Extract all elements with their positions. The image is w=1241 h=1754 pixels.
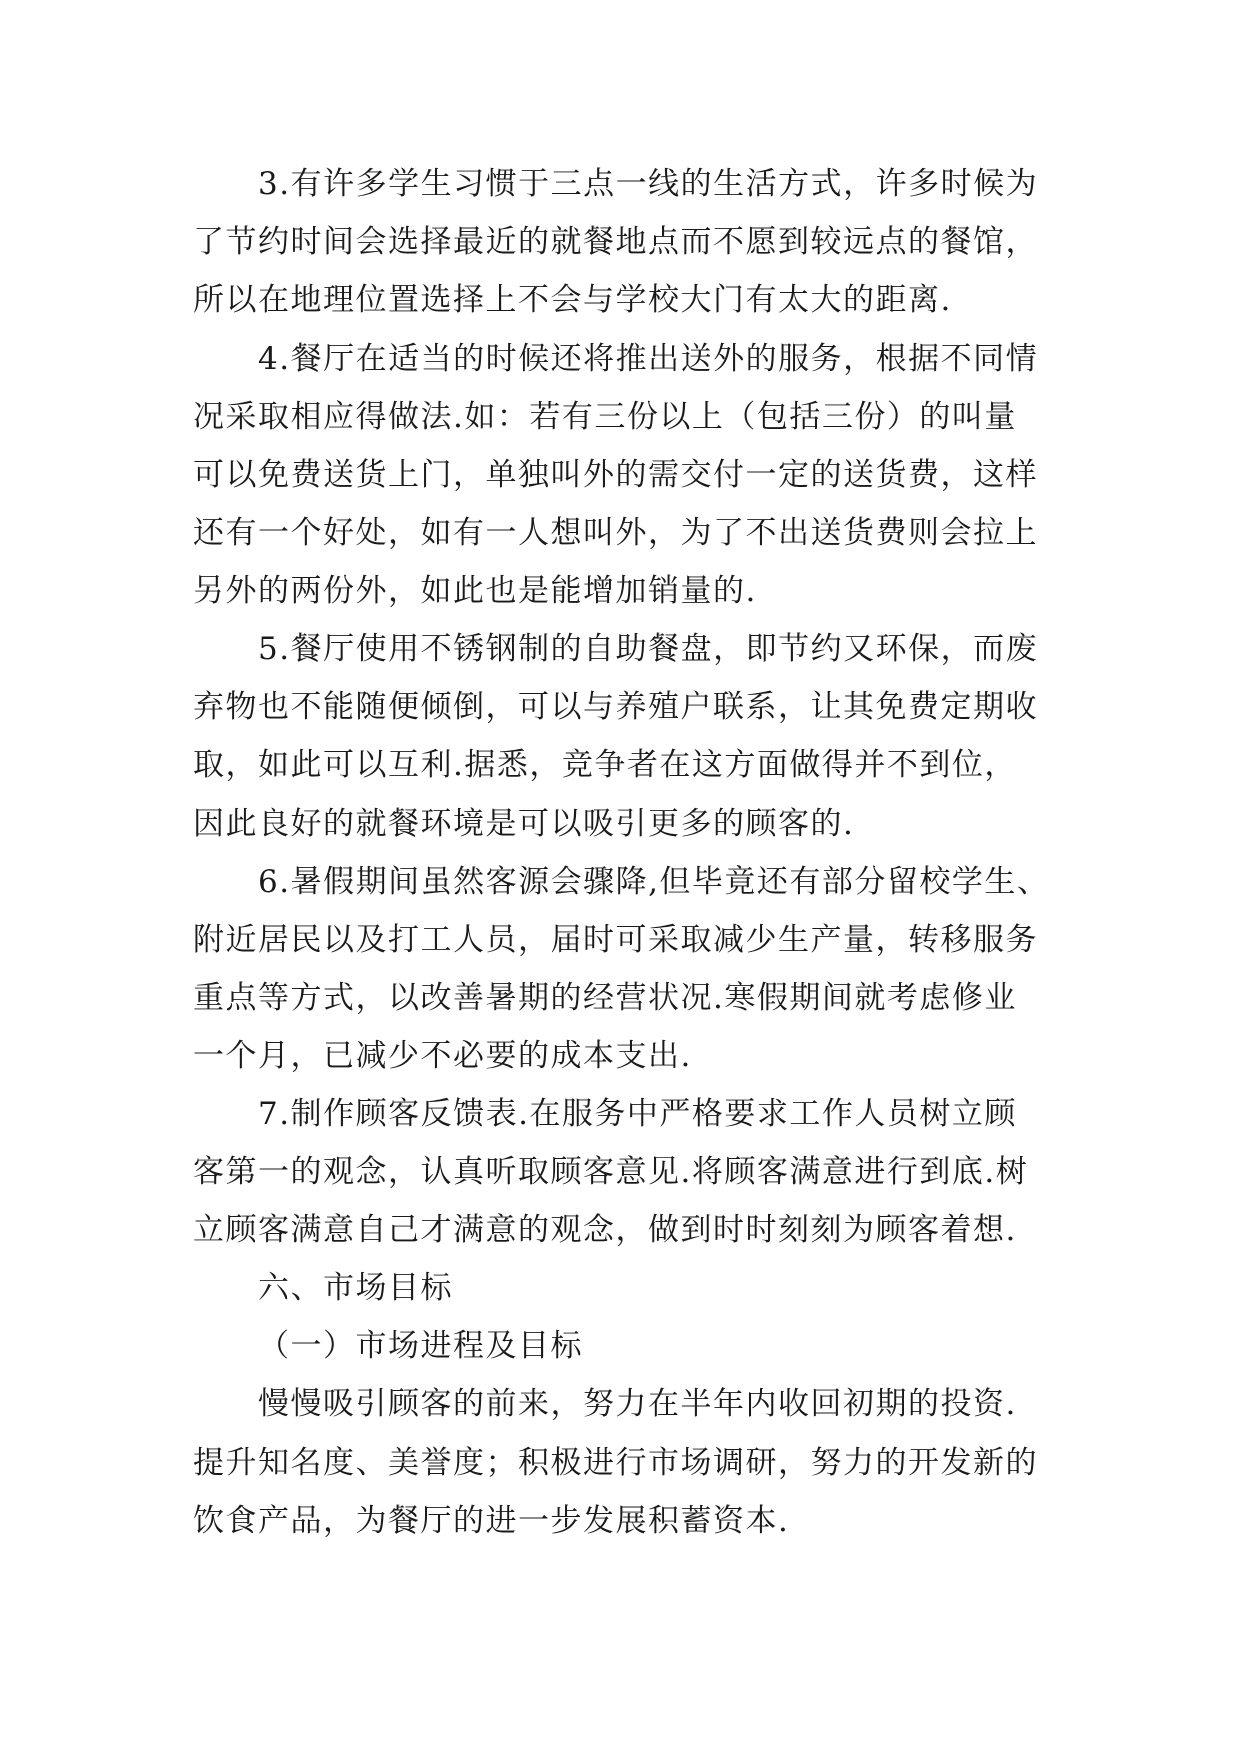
paragraph-6-line-4: 一个月，已减少不必要的成本支出. [193,1038,692,1074]
paragraph-7-line-3: 立顾客满意自己才满意的观念，做到时时刻刻为顾客着想. [193,1212,1017,1248]
paragraph-7-line-1: 7.制作顾客反馈表.在服务中严格要求工作人员树立顾 [258,1096,1017,1132]
paragraph-3-line-2: 了节约时间会选择最近的就餐地点而不愿到较远点的餐馆， [193,224,1038,260]
paragraph-6-line-1: 6.暑假期间虽然客源会骤降,但毕竟还有部分留校学生、 [258,864,1050,900]
goal-paragraph-line-1: 慢慢吸引顾客的前来，努力在半年内收回初期的投资. [258,1386,1017,1422]
paragraph-5-line-2: 弃物也不能随便倾倒，可以与养殖户联系，让其免费定期收 [193,689,1038,725]
paragraph-4-line-3: 可以免费送货上门，单独叫外的需交付一定的送货费，这样 [193,457,1038,493]
subsection-heading: （一）市场进程及目标 [258,1328,583,1364]
goal-paragraph-line-2: 提升知名度、美誉度；积极进行市场调研，努力的开发新的 [193,1445,1038,1481]
paragraph-4-line-5: 另外的两份外，如此也是能增加销量的. [193,573,757,609]
paragraph-6-line-3: 重点等方式，以改善暑期的经营状况.寒假期间就考虑修业 [193,980,1017,1016]
goal-paragraph-line-3: 饮食产品，为餐厅的进一步发展积蓄资本. [193,1503,790,1539]
paragraph-7-line-2: 客第一的观念，认真听取顾客意见.将顾客满意进行到底.树 [193,1154,1029,1190]
paragraph-4-line-2: 况采取相应得做法.如：若有三份以上（包括三份）的叫量 [193,399,1017,435]
section-heading: 六、市场目标 [258,1270,453,1306]
paragraph-5-line-1: 5.餐厅使用不锈钢制的自助餐盘，即节约又环保，而废 [258,631,1039,667]
paragraph-6-line-2: 附近居民以及打工人员，届时可采取减少生产量，转移服务 [193,922,1038,958]
paragraph-5-line-4: 因此良好的就餐环境是可以吸引更多的顾客的. [193,806,855,842]
paragraph-3-line-3: 所以在地理位置选择上不会与学校大门有太大的距离. [193,282,952,318]
paragraph-3-line-1: 3.有许多学生习惯于三点一线的生活方式，许多时候为 [258,166,1039,202]
paragraph-5-line-3: 取，如此可以互利.据悉，竞争者在这方面做得并不到位， [193,747,1017,783]
paragraph-4-line-1: 4.餐厅在适当的时候还将推出送外的服务，根据不同情 [258,341,1039,377]
paragraph-4-line-4: 还有一个好处，如有一人想叫外，为了不出送货费则会拉上 [193,515,1038,551]
